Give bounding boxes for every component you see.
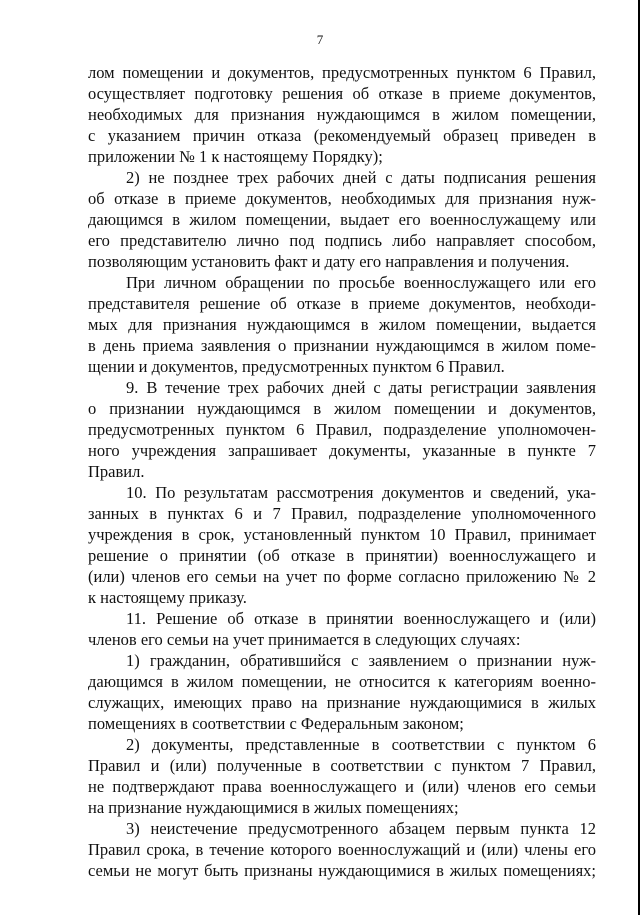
document-body bbox=[88, 62, 596, 881]
text-line: в день приема заявления о признании нуждающимся в жилом поме- bbox=[88, 336, 596, 355]
text-line: Правил срока, в течение которого военнослужащий и (или) члены его bbox=[88, 840, 596, 859]
text-line: ного учреждения запрашивает документы, указанные в пункте 7 bbox=[88, 441, 596, 460]
text-line: Правил. bbox=[88, 462, 145, 481]
page-number: 7 bbox=[316, 32, 324, 47]
text-line: Правил и (или) полученные в соответствии с пунктом 7 Правил, bbox=[88, 756, 596, 775]
text-line: на признание нуждающимися в жилых помещениях; bbox=[88, 798, 459, 817]
text-line: решение о принятии (об отказе в принятии) военнослужащего и bbox=[88, 546, 596, 565]
text-line: 2) документы, представленные в соответствии с пунктом 6 bbox=[126, 735, 596, 754]
text-line: (или) членов его семьи на учет по форме согласно приложению № 2 bbox=[88, 567, 596, 586]
text-line: предусмотренных пунктом 6 Правил, подразделение уполномочен- bbox=[88, 420, 596, 439]
text-line: необходимых для признания нуждающимся в жилом помещении, bbox=[88, 105, 596, 124]
text-line: лом помещении и документов, предусмотренных пунктом 6 Правил, bbox=[88, 63, 596, 82]
text-line: его представителю лично под подпись либо направляет способом, bbox=[88, 231, 596, 250]
text-line: дающимся в жилом помещении, выдает его военнослужащему или bbox=[88, 210, 596, 229]
text-line: приложении № 1 к настоящему Порядку); bbox=[88, 147, 383, 166]
text-line: служащих, имеющих право на признание нуждающимися в жилых bbox=[88, 693, 596, 712]
text-line: 1) гражданин, обратившийся с заявлением о признании нуж- bbox=[126, 651, 596, 670]
text-line: не подтверждают права военнослужащего и (или) членов его семьи bbox=[88, 777, 596, 796]
text-line: 2) не позднее трех рабочих дней с даты подписания решения bbox=[126, 168, 596, 187]
text-line: 11. Решение об отказе в принятии военнослужащего и (или) bbox=[126, 609, 596, 628]
text-line: При личном обращении по просьбе военнослужащего или его bbox=[126, 273, 596, 292]
text-line: о признании нуждающимся в жилом помещении и документов, bbox=[88, 399, 596, 418]
text-line: осуществляет подготовку решения об отказе в приеме документов, bbox=[88, 84, 596, 103]
text-line: занных в пунктах 6 и 7 Правил, подразделение уполномоченного bbox=[88, 504, 596, 523]
text-line: об отказе в приеме документов, необходимых для признания нуж- bbox=[88, 189, 596, 208]
text-line: позволяющим установить факт и дату его направления и получения. bbox=[88, 252, 570, 271]
text-line: мых для признания нуждающимся в жилом помещении, выдается bbox=[88, 315, 596, 334]
text-line: дающимся в жилом помещении, не относится к категориям военно- bbox=[88, 672, 596, 691]
text-line: 3) неистечение предусмотренного абзацем первым пункта 12 bbox=[126, 819, 596, 838]
text-line: членов его семьи на учет принимается в следующих случаях: bbox=[88, 630, 521, 649]
text-line: 10. По результатам рассмотрения документов и сведений, ука- bbox=[126, 483, 596, 502]
text-line: учреждения в срок, установленный пунктом 10 Правил, принимает bbox=[88, 525, 596, 544]
text-line: щении и документов, предусмотренных пунктом 6 Правил. bbox=[88, 357, 505, 376]
text-line: семьи не могут быть признаны нуждающимися в жилых помещениях; bbox=[88, 861, 596, 880]
text-line: с указанием причин отказа (рекомендуемый образец приведен в bbox=[88, 126, 596, 145]
text-line: помещениях в соответствии с Федеральным законом; bbox=[88, 714, 464, 733]
text-line: представителя решение об отказе в приеме документов, необходи- bbox=[88, 294, 596, 313]
text-line: к настоящему приказу. bbox=[88, 588, 247, 607]
text-line: 9. В течение трех рабочих дней с даты регистрации заявления bbox=[126, 378, 596, 397]
